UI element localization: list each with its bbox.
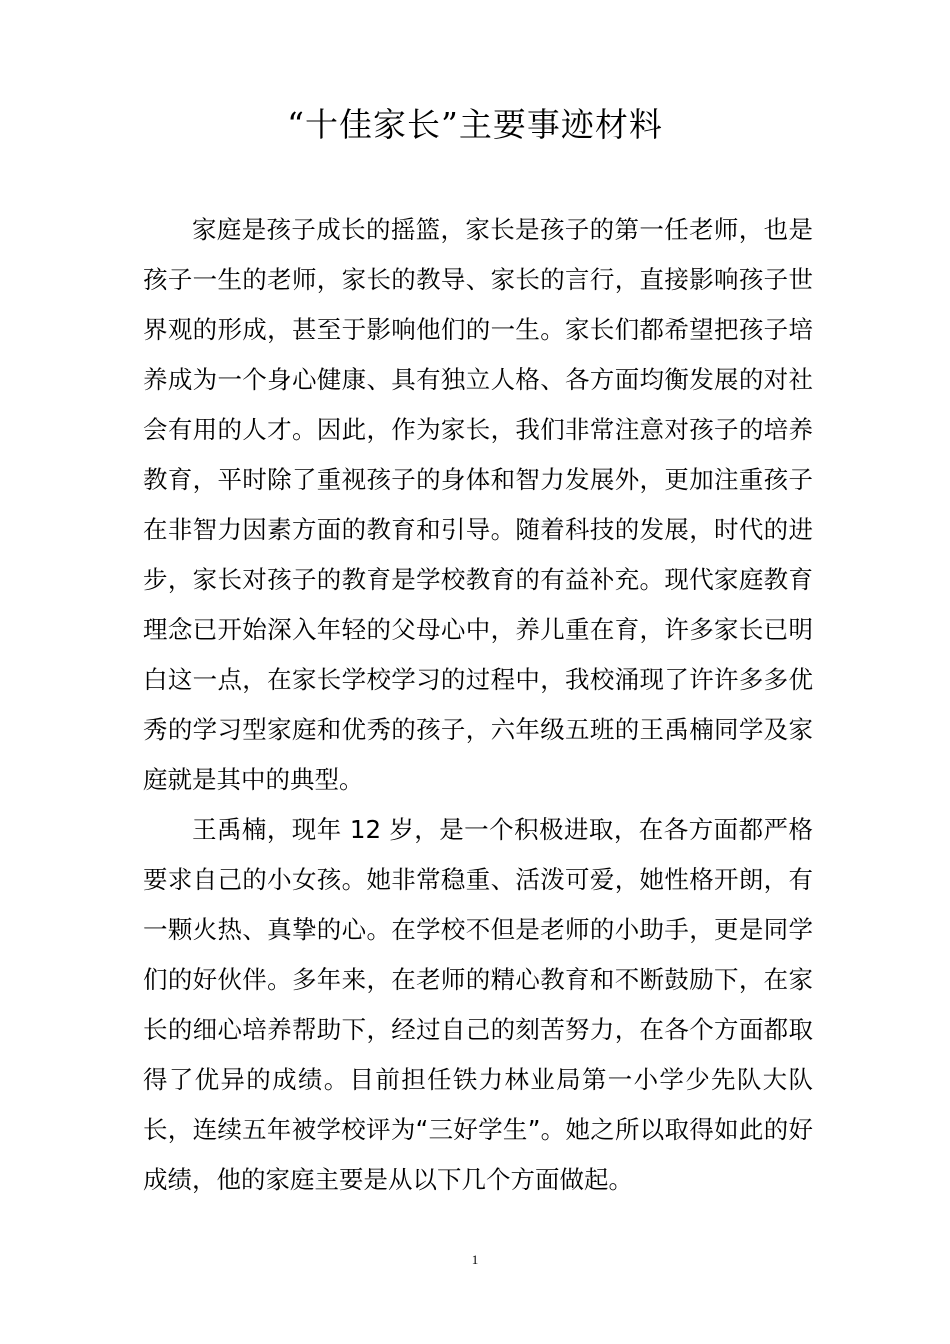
document-body — [143, 205, 813, 1205]
page-number: 1 — [471, 1252, 479, 1267]
paragraph-student: 王禹楠，现年 12 岁，是一个积极进取，在各方面都严格要求自己的小女孩。她非常稳重、活泼可爱，她性格开朗，有一颗火热、真挚的心。在学校不但是老师的小助手，更是同学们的好伙伴。多年来，在老师的精心教育和不断鼓励下，在家长的细心培养帮助下，经过自己的刻苦努力，在各个方面都取得了优异的成绩。目前担任铁力林业局第一小学少先队大队长，连续五年被学校评为“三好学生”。她之所以取得如此的好成绩，他的家庭主要是从以下几个方面做起。 — [143, 815, 813, 1194]
page-title: “十佳家长”主要事迹材料 — [287, 105, 663, 144]
paragraph-intro: 家庭是孩子成长的摇篮，家长是孩子的第一任老师，也是孩子一生的老师，家长的教导、家长的言行，直接影响孩子世界观的形成，甚至于影响他们的一生。家长们都希望把孩子培养成为一个身心健康、具有独立人格、各方面均衡发展的对社会有用的人才。因此，作为家长，我们非常注意对孩子的培养教育，平时除了重视孩子的身体和智力发展外，更加注重孩子在非智力因素方面的教育和引导。随着科技的发展，时代的进步，家长对孩子的教育是学校教育的有益补充。现代家庭教育理念已开始深入年轻的父母心中，养儿重在育，许多家长已明白这一点，在家长学校学习的过程中，我校涌现了许许多多优秀的学习型家庭和优秀的孩子，六年级五班的王禹楠同学及家庭就是其中的典型。 — [143, 215, 813, 794]
